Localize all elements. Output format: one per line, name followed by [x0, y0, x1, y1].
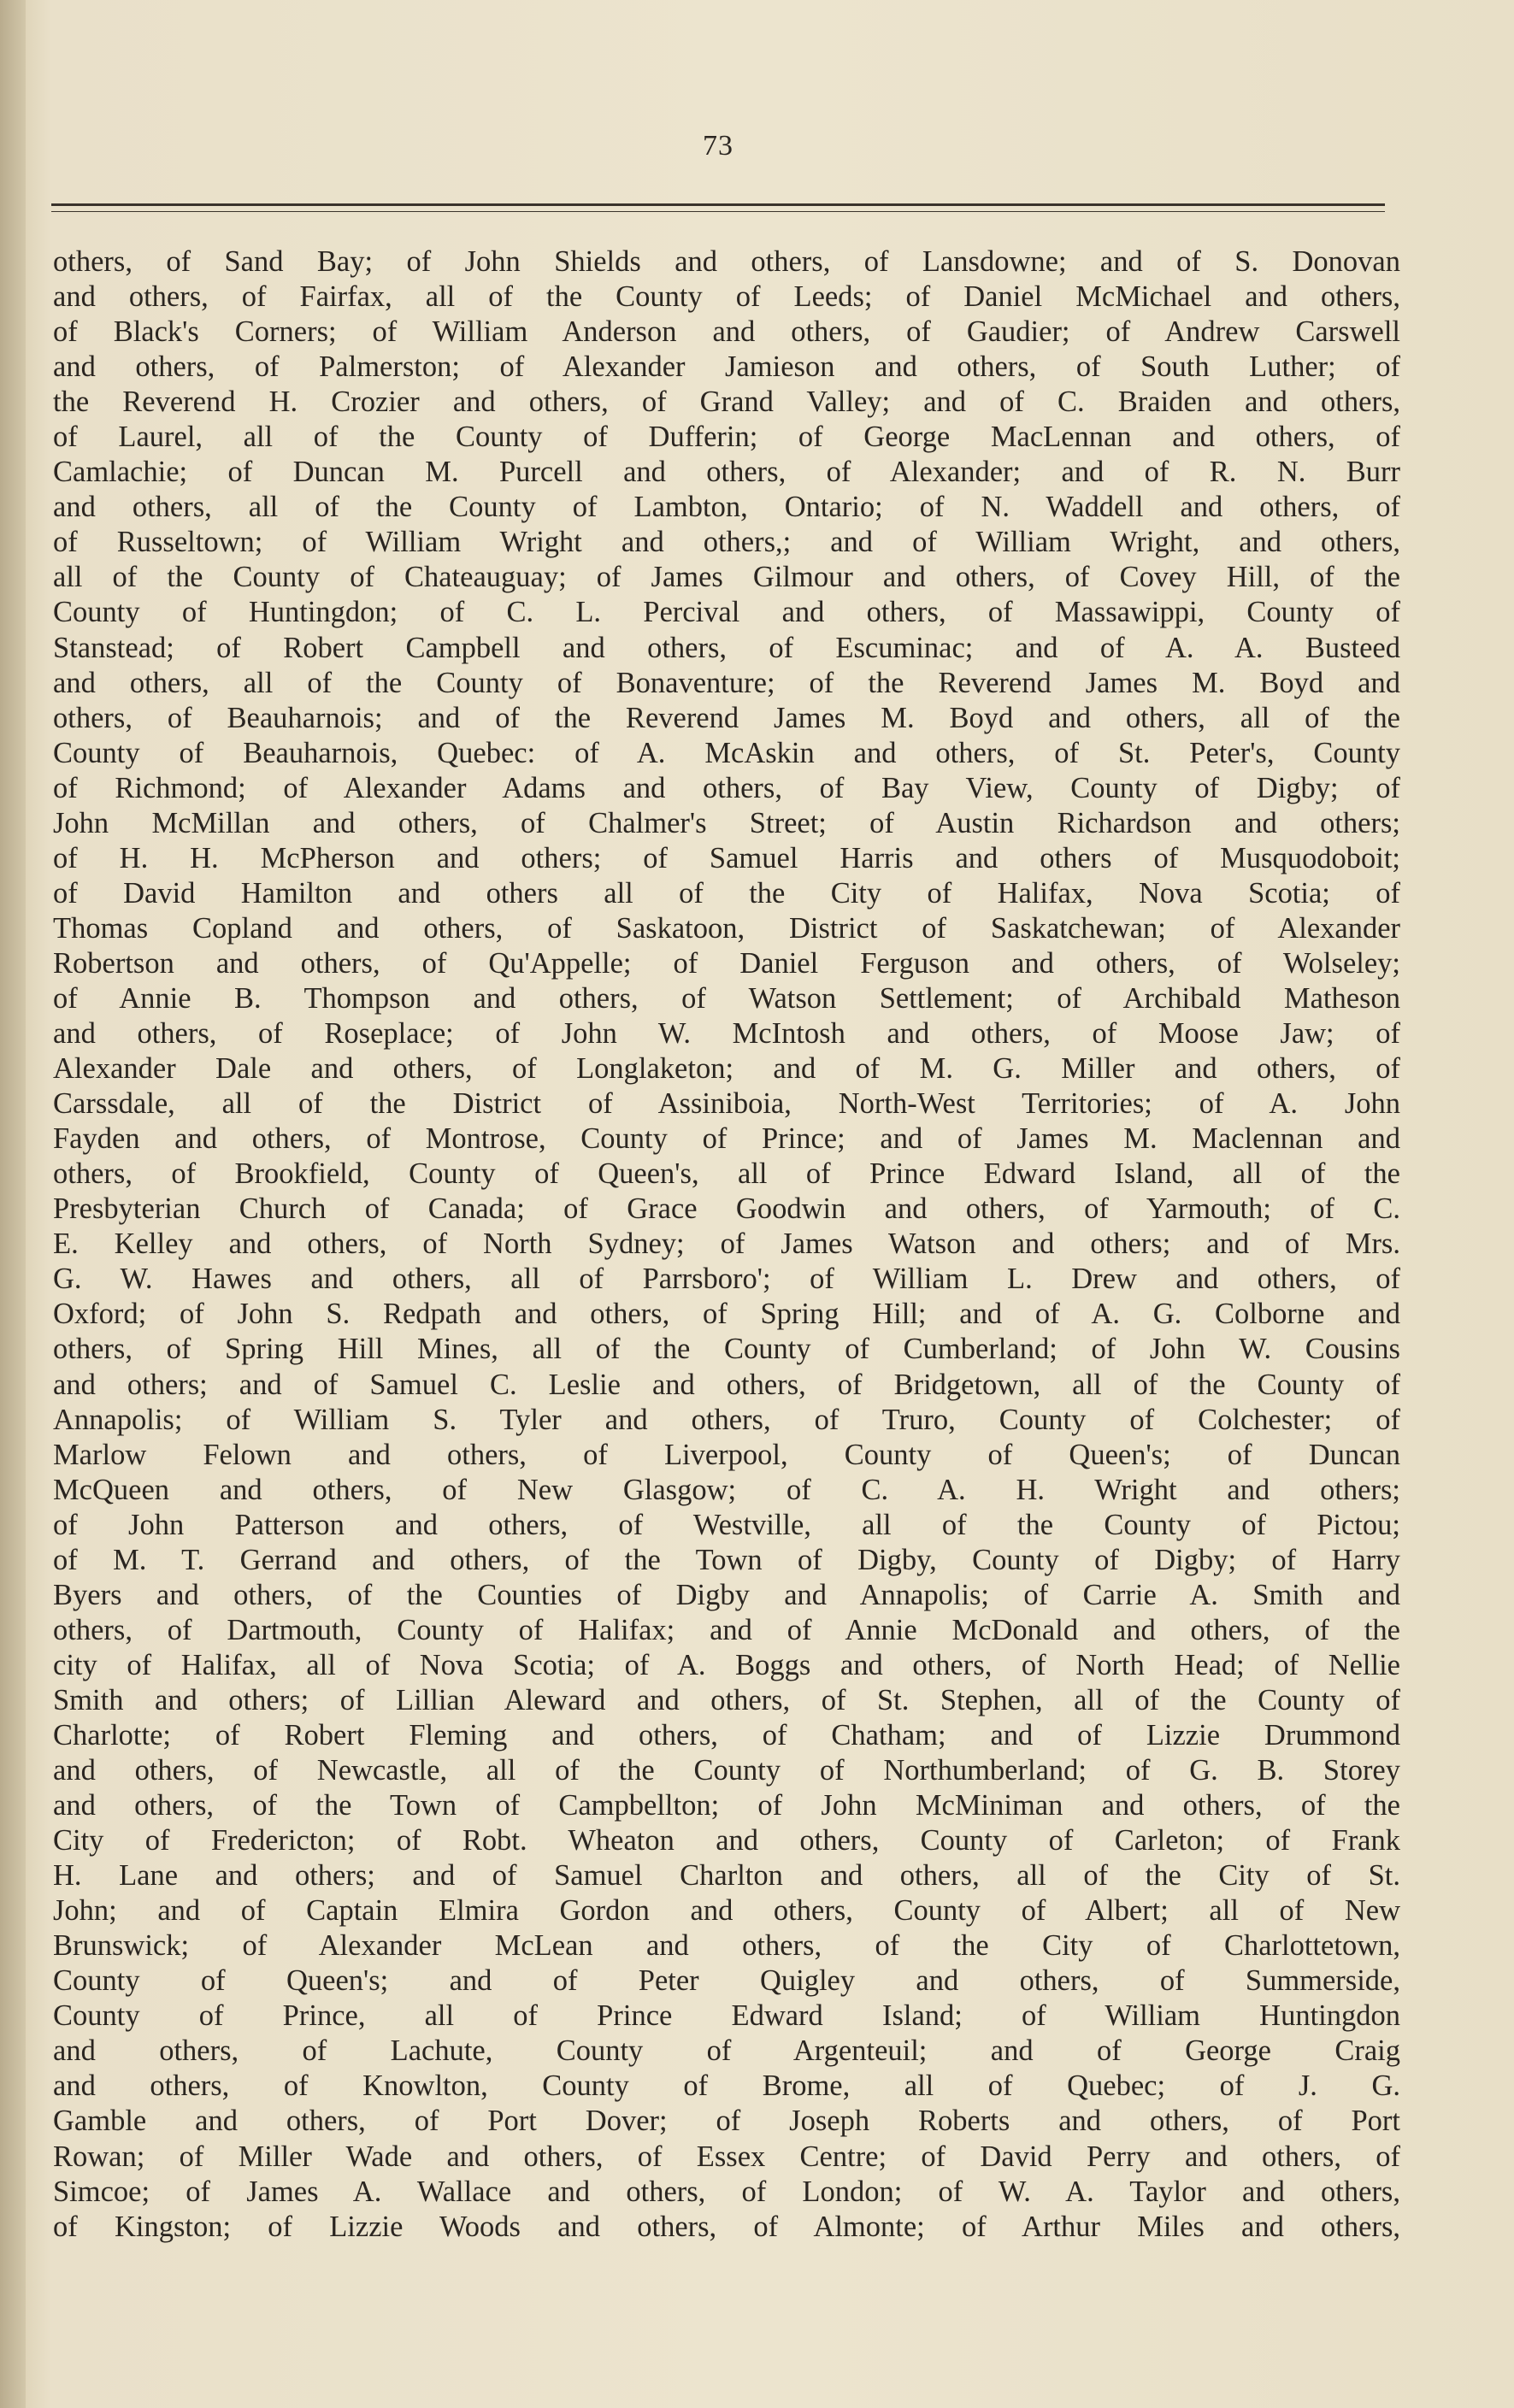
text-line: of Russeltown; of William Wright and others,; and of William Wright, and others,	[53, 526, 1400, 559]
text-line: and others; and of Samuel C. Leslie and others, of Bridgetown, all of the County of	[53, 1368, 1400, 1401]
text-line: and others, of the Town of Campbellton; of John McMiniman and others, of the	[53, 1789, 1400, 1822]
text-line: city of Halifax, all of Nova Scotia; of A. Boggs and others, of North Head; of Nellie	[53, 1648, 1400, 1681]
page-binding-edge	[0, 0, 26, 2408]
text-line: Marlow Felown and others, of Liverpool, County of Queen's; of Duncan	[53, 1438, 1400, 1471]
text-line: of Richmond; of Alexander Adams and others, of Bay View, County of Digby; of	[53, 771, 1400, 804]
text-line: of M. T. Gerrand and others, of the Town of Digby, County of Digby; of Harry	[53, 1543, 1400, 1576]
text-line: Thomas Copland and others, of Saskatoon, District of Saskatchewan; of Alexander	[53, 911, 1400, 945]
text-line: of David Hamilton and others all of the City of Halifax, Nova Scotia; of	[53, 876, 1400, 910]
text-line: G. W. Hawes and others, all of Parrsboro'; of William L. Drew and others, of	[53, 1263, 1400, 1296]
text-line: McQueen and others, of New Glasgow; of C. A. H. Wright and others;	[53, 1473, 1400, 1506]
text-line: of H. H. McPherson and others; of Samuel Harris and others of Musquodoboit;	[53, 841, 1400, 874]
text-line: of Annie B. Thompson and others, of Watson Settlement; of Archibald Matheson	[53, 981, 1400, 1015]
text-line: Alexander Dale and others, of Longlaketon; and of M. G. Miller and others, of	[53, 1052, 1400, 1086]
text-line: Oxford; of John S. Redpath and others, of Spring Hill; and of A. G. Colborne and	[53, 1298, 1400, 1331]
text-line: of Laurel, all of the County of Dufferin; of George MacLennan and others, of	[53, 421, 1400, 454]
text-line: Smith and others; of Lillian Aleward and others, of St. Stephen, all of the County of	[53, 1683, 1400, 1716]
text-line: and others, of Fairfax, all of the County of Leeds; of Daniel McMichael and others,	[53, 280, 1400, 314]
text-line: County of Queen's; and of Peter Quigley and others, of Summerside,	[53, 1964, 1400, 1998]
text-line: County of Prince, all of Prince Edward Island; of William Huntingdon	[53, 1999, 1400, 2033]
text-line: and others, of Newcastle, all of the County of Northumberland; of G. B. Storey	[53, 1754, 1400, 1787]
text-line: Rowan; of Miller Wade and others, of Essex Centre; of David Perry and others, of	[53, 2140, 1400, 2173]
text-line: Charlotte; of Robert Fleming and others, of Chatham; and of Lizzie Drummond	[53, 1718, 1400, 1752]
text-line: John; and of Captain Elmira Gordon and others, County of Albert; all of New	[53, 1894, 1400, 1928]
text-line: of Kingston; of Lizzie Woods and others, of Almonte; of Arthur Miles and others,	[53, 2210, 1400, 2243]
text-line: Brunswick; of Alexander McLean and others, of the City of Charlottetown,	[53, 1929, 1400, 1963]
text-line: and others, of Lachute, County of Argenteuil; and of George Craig	[53, 2034, 1400, 2068]
text-line: the Reverend H. Crozier and others, of Grand Valley; and of C. Braiden and others,	[53, 386, 1400, 419]
text-line: Presbyterian Church of Canada; of Grace Goodwin and others, of Yarmouth; of C.	[53, 1192, 1400, 1226]
text-line: Robertson and others, of Qu'Appelle; of Daniel Ferguson and others, of Wolseley;	[53, 946, 1400, 980]
text-line: and others, all of the County of Bonaventure; of the Reverend James M. Boyd and	[53, 666, 1400, 699]
page-number: 73	[703, 130, 733, 162]
text-line: and others, of Roseplace; of John W. McIntosh and others, of Moose Jaw; of	[53, 1017, 1400, 1051]
body-text	[53, 244, 1400, 2245]
text-line: E. Kelley and others, of North Sydney; of James Watson and others; and of Mrs.	[53, 1228, 1400, 1261]
text-line: others, of Brookfield, County of Queen's, all of Prince Edward Island, all of the	[53, 1157, 1400, 1191]
text-line: all of the County of Chateauguay; of James Gilmour and others, of Covey Hill, of the	[53, 561, 1400, 594]
text-line: John McMillan and others, of Chalmer's Street; of Austin Richardson and others;	[53, 806, 1400, 839]
text-line: of Black's Corners; of William Anderson and others, of Gaudier; of Andrew Carswell	[53, 315, 1400, 349]
text-line: City of Fredericton; of Robt. Wheaton and others, County of Carleton; of Frank	[53, 1824, 1400, 1858]
text-line: others, of Spring Hill Mines, all of the County of Cumberland; of John W. Cousins	[53, 1333, 1400, 1366]
text-line: Simcoe; of James A. Wallace and others, of London; of W. A. Taylor and others,	[53, 2175, 1400, 2208]
text-line: Stanstead; of Robert Campbell and others, of Escuminac; and of A. A. Busteed	[53, 631, 1400, 664]
text-line: and others, of Knowlton, County of Brome, all of Quebec; of J. G.	[53, 2069, 1400, 2103]
text-line: County of Huntingdon; of C. L. Percival and others, of Massawippi, County of	[53, 596, 1400, 629]
text-line: of John Patterson and others, of Westville, all of the County of Pictou;	[53, 1508, 1400, 1541]
text-line: others, of Beauharnois; and of the Reverend James M. Boyd and others, all of the	[53, 701, 1400, 734]
text-line: others, of Sand Bay; of John Shields and others, of Lansdowne; and of S. Donovan	[53, 245, 1400, 278]
text-line: and others, all of the County of Lambton, Ontario; of N. Waddell and others, of	[53, 491, 1400, 524]
text-line: County of Beauharnois, Quebec: of A. McAskin and others, of St. Peter's, County	[53, 736, 1400, 769]
text-line: Annapolis; of William S. Tyler and others, of Truro, County of Colchester; of	[53, 1403, 1400, 1436]
text-line: Byers and others, of the Counties of Digby and Annapolis; of Carrie A. Smith and	[53, 1578, 1400, 1611]
text-line: Fayden and others, of Montrose, County of Prince; and of James M. Maclennan and	[53, 1122, 1400, 1156]
text-line: Gamble and others, of Port Dover; of Joseph Roberts and others, of Port	[53, 2105, 1400, 2138]
header-rule	[51, 203, 1385, 206]
text-line: Camlachie; of Duncan M. Purcell and others, of Alexander; and of R. N. Burr	[53, 456, 1400, 489]
text-line: and others, of Palmerston; of Alexander Jamieson and others, of South Luther; of	[53, 350, 1400, 384]
text-line: H. Lane and others; and of Samuel Charlton and others, all of the City of St.	[53, 1859, 1400, 1893]
text-line: others, of Dartmouth, County of Halifax; and of Annie McDonald and others, of the	[53, 1613, 1400, 1646]
text-line: Carssdale, all of the District of Assiniboia, North-West Territories; of A. John	[53, 1087, 1400, 1121]
header-rule-thin	[51, 211, 1385, 212]
